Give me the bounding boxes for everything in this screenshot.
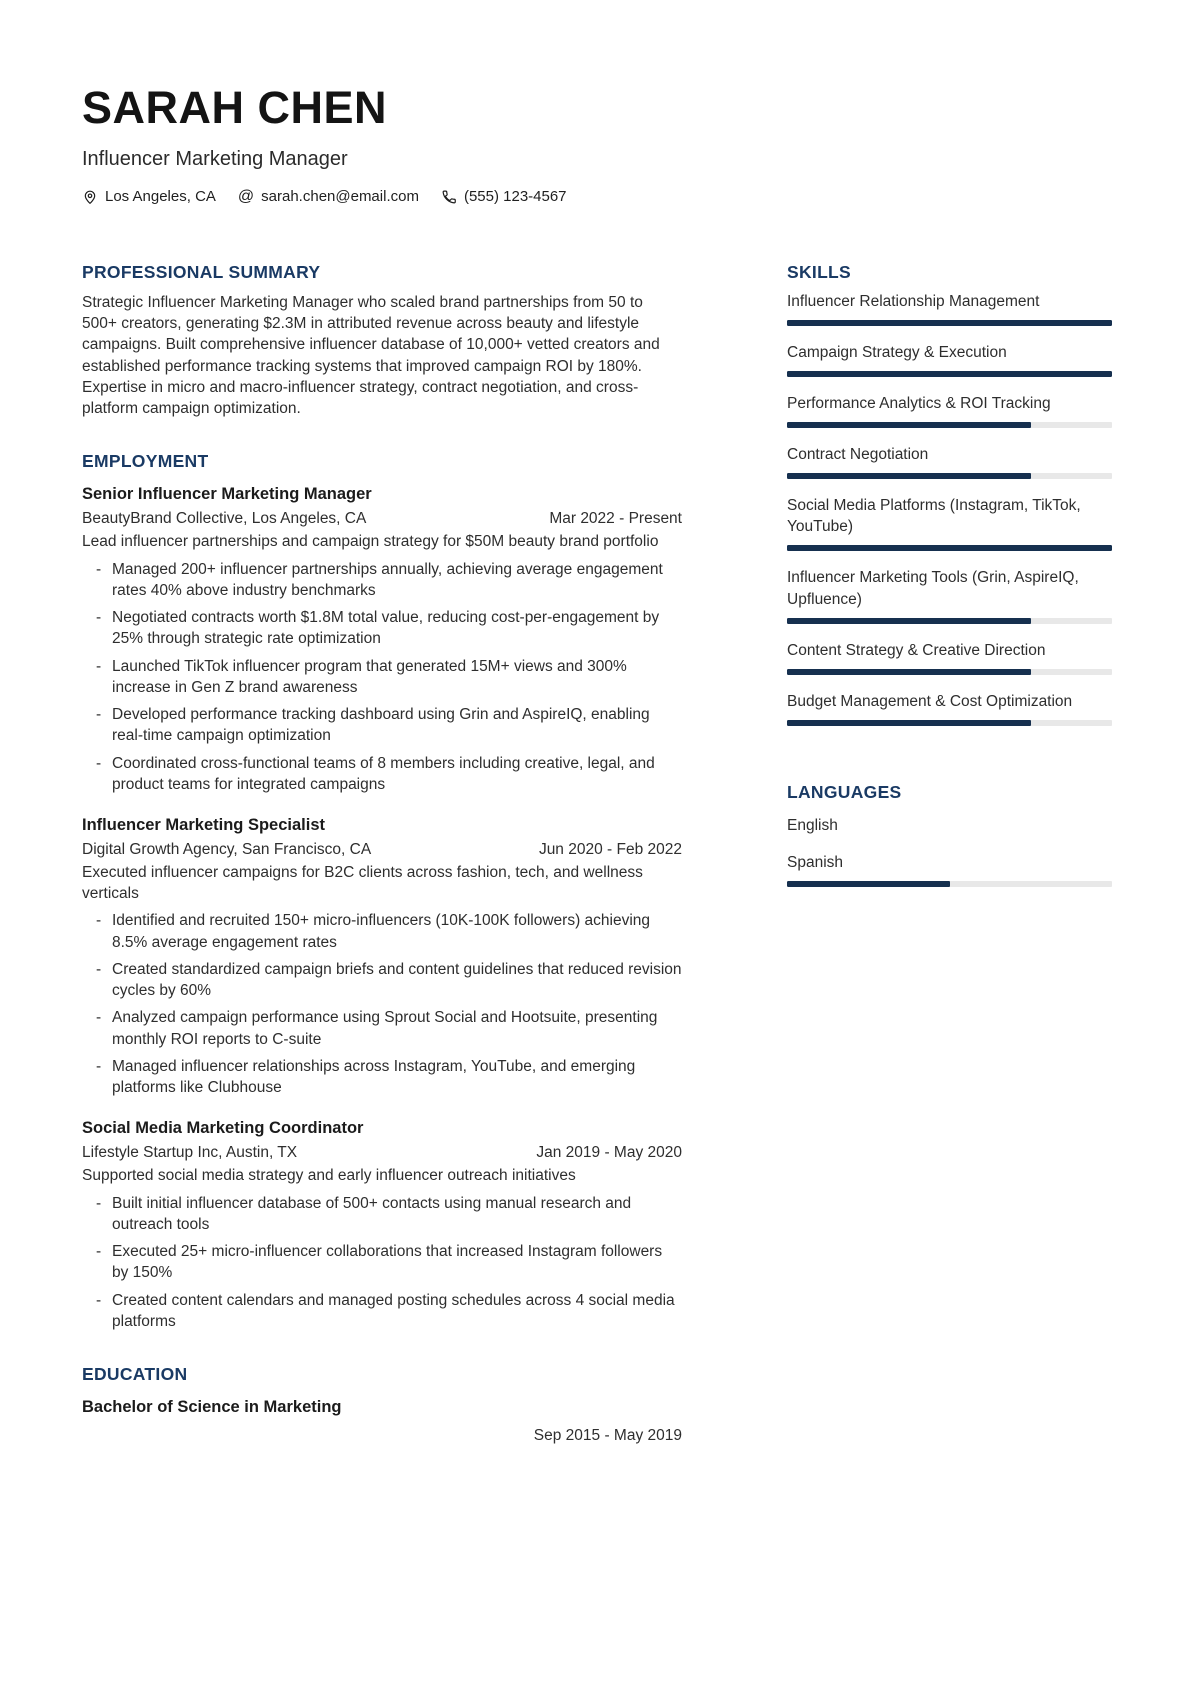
education-dates: Sep 2015 - May 2019 — [533, 1426, 682, 1444]
skill-bar-fill — [787, 371, 1112, 377]
skill-bar — [787, 545, 1112, 551]
skill-item — [787, 291, 1112, 326]
skill-label: Contract Negotiation — [787, 446, 929, 464]
job-company: Lifestyle Startup Inc, Austin, TX — [82, 1144, 298, 1162]
job-entry — [82, 1117, 682, 1332]
skill-bar — [787, 720, 1112, 726]
job-bullet-list — [82, 910, 682, 1098]
job-title: Social Media Marketing Coordinator — [82, 1119, 364, 1138]
skill-label: Budget Management & Cost Optimization — [787, 692, 1073, 710]
job-bullet: - Identified and recruited 150+ micro-influencers (10K-100K followers) achieving 8.5% average engagement rates — [82, 910, 682, 952]
contact-location-text: Los Angeles, CA — [105, 188, 216, 206]
skill-bar-fill — [787, 545, 1112, 551]
contact-email-text: sarah.chen@email.com — [261, 188, 419, 206]
language-bar — [787, 881, 1112, 887]
section-education — [82, 1364, 682, 1446]
section-employment — [82, 451, 682, 1332]
at-sign-icon: @ — [237, 187, 255, 205]
section-languages — [787, 782, 1112, 887]
language-item — [787, 815, 1112, 836]
education-heading: EDUCATION — [82, 1363, 188, 1384]
skill-label: Content Strategy & Creative Direction — [787, 641, 1046, 659]
summary-heading: PROFESSIONAL SUMMARY — [82, 262, 321, 282]
job-bullet: - Created standardized campaign briefs and content guidelines that reduced revision cycles by 60% — [82, 959, 682, 1001]
job-title: Influencer Marketing Specialist — [82, 815, 325, 834]
map-pin-icon — [82, 189, 98, 205]
skill-bar-fill — [787, 720, 1031, 726]
person-name: SARAH CHEN — [82, 82, 388, 133]
skill-label: Influencer Marketing Tools (Grin, AspireIQ, Upfluence) — [787, 569, 1079, 608]
resume-header — [82, 0, 1112, 205]
job-entry — [82, 814, 682, 1098]
education-degree: Bachelor of Science in Marketing — [82, 1397, 342, 1416]
person-job-title: Influencer Marketing Manager — [82, 148, 348, 171]
job-bullet: - Managed influencer relationships across Instagram, YouTube, and emerging platforms like Clubhouse — [82, 1056, 682, 1098]
job-bullet: - Analyzed campaign performance using Sprout Social and Hootsuite, presenting monthly ROI reports to C-suite — [82, 1007, 682, 1049]
skill-bar-fill — [787, 320, 1112, 326]
skill-label: Campaign Strategy & Execution — [787, 344, 1007, 362]
skill-label: Performance Analytics & ROI Tracking — [787, 395, 1051, 413]
job-description: Supported social media strategy and early influencer outreach initiatives — [82, 1167, 576, 1185]
skill-bar — [787, 618, 1112, 624]
job-bullet: - Negotiated contracts worth $1.8M total value, reducing cost-per-engagement by 25% through strategic rate optimization — [82, 607, 682, 649]
skill-bar-fill — [787, 422, 1031, 428]
contact-location — [82, 188, 216, 205]
job-bullet: - Launched TikTok influencer program that generated 15M+ views and 300% increase in Gen Z brand awareness — [82, 656, 682, 698]
job-description: Executed influencer campaigns for B2C clients across fashion, tech, and wellness verticals — [82, 863, 643, 903]
contact-email — [238, 188, 419, 205]
skill-bar — [787, 669, 1112, 675]
contact-phone-text: (555) 123-4567 — [463, 188, 567, 206]
skill-item — [787, 495, 1112, 551]
job-bullet: - Created content calendars and managed posting schedules across 4 social media platforms — [82, 1290, 682, 1332]
skill-bar-fill — [787, 669, 1031, 675]
skills-heading: SKILLS — [787, 262, 852, 282]
job-bullet: - Built initial influencer database of 500+ contacts using manual research and outreach tools — [82, 1193, 682, 1235]
language-label: Spanish — [787, 853, 844, 871]
job-description: Lead influencer partnerships and campaign strategy for $50M beauty brand portfolio — [82, 533, 659, 551]
skill-item — [787, 567, 1112, 623]
skill-item — [787, 393, 1112, 428]
employment-heading: EMPLOYMENT — [82, 451, 209, 472]
job-company: BeautyBrand Collective, Los Angeles, CA — [82, 510, 367, 528]
skill-item — [787, 691, 1112, 726]
section-professional-summary — [82, 262, 682, 419]
job-bullet-list — [82, 1193, 682, 1332]
skill-bar — [787, 371, 1112, 377]
skill-bar — [787, 422, 1112, 428]
job-bullet: - Executed 25+ micro-influencer collaborations that increased Instagram followers by 150% — [82, 1241, 682, 1283]
section-skills — [787, 262, 1112, 726]
job-meta — [82, 1142, 682, 1163]
skill-bar-fill — [787, 473, 1031, 479]
job-dates: Mar 2022 - Present — [549, 510, 682, 528]
language-item — [787, 852, 1112, 887]
skill-bar — [787, 320, 1112, 326]
job-dates: Jan 2019 - May 2020 — [536, 1144, 682, 1162]
skill-item — [787, 640, 1112, 675]
sidebar-column — [787, 208, 1112, 887]
contact-phone — [441, 188, 567, 205]
job-bullet-list — [82, 559, 682, 795]
skill-item — [787, 342, 1112, 377]
skill-label: Influencer Relationship Management — [787, 293, 1040, 310]
job-entry — [82, 483, 682, 795]
skill-label: Social Media Platforms (Instagram, TikTok, YouTube) — [787, 497, 1081, 536]
contact-row — [82, 188, 1112, 205]
job-meta — [82, 508, 682, 529]
job-title: Senior Influencer Marketing Manager — [82, 485, 372, 504]
summary-text: Strategic Influencer Marketing Manager who scaled brand partnerships from 50 to 500+ creators, generating $2.3M in attributed revenue across beauty and lifestyle campaigns. Built comprehensive influencer database of 10,000+ vetted creators and established performance tracking systems that improved campaign ROI by 180%. Expertise in micro and macro-influencer strategy, contract negotiation, and cross-platform campaign optimization. — [82, 294, 660, 418]
skill-item — [787, 444, 1112, 479]
skill-bar-fill — [787, 618, 1031, 624]
languages-heading: LANGUAGES — [787, 781, 902, 802]
main-column — [82, 208, 682, 1446]
phone-icon — [441, 189, 457, 205]
job-meta — [82, 839, 682, 860]
job-bullet: - Managed 200+ influencer partnerships annually, achieving average engagement rates 40% above industry benchmarks — [82, 559, 682, 601]
job-bullet: - Coordinated cross-functional teams of 8 members including creative, legal, and product teams for integrated campaigns — [82, 753, 682, 795]
language-label: English — [787, 816, 838, 834]
skill-bar — [787, 473, 1112, 479]
job-bullet: - Developed performance tracking dashboard using Grin and AspireIQ, enabling real-time campaign optimization — [82, 704, 682, 746]
language-bar-fill — [787, 881, 950, 887]
job-company: Digital Growth Agency, San Francisco, CA — [82, 840, 372, 858]
job-dates: Jun 2020 - Feb 2022 — [538, 840, 682, 858]
